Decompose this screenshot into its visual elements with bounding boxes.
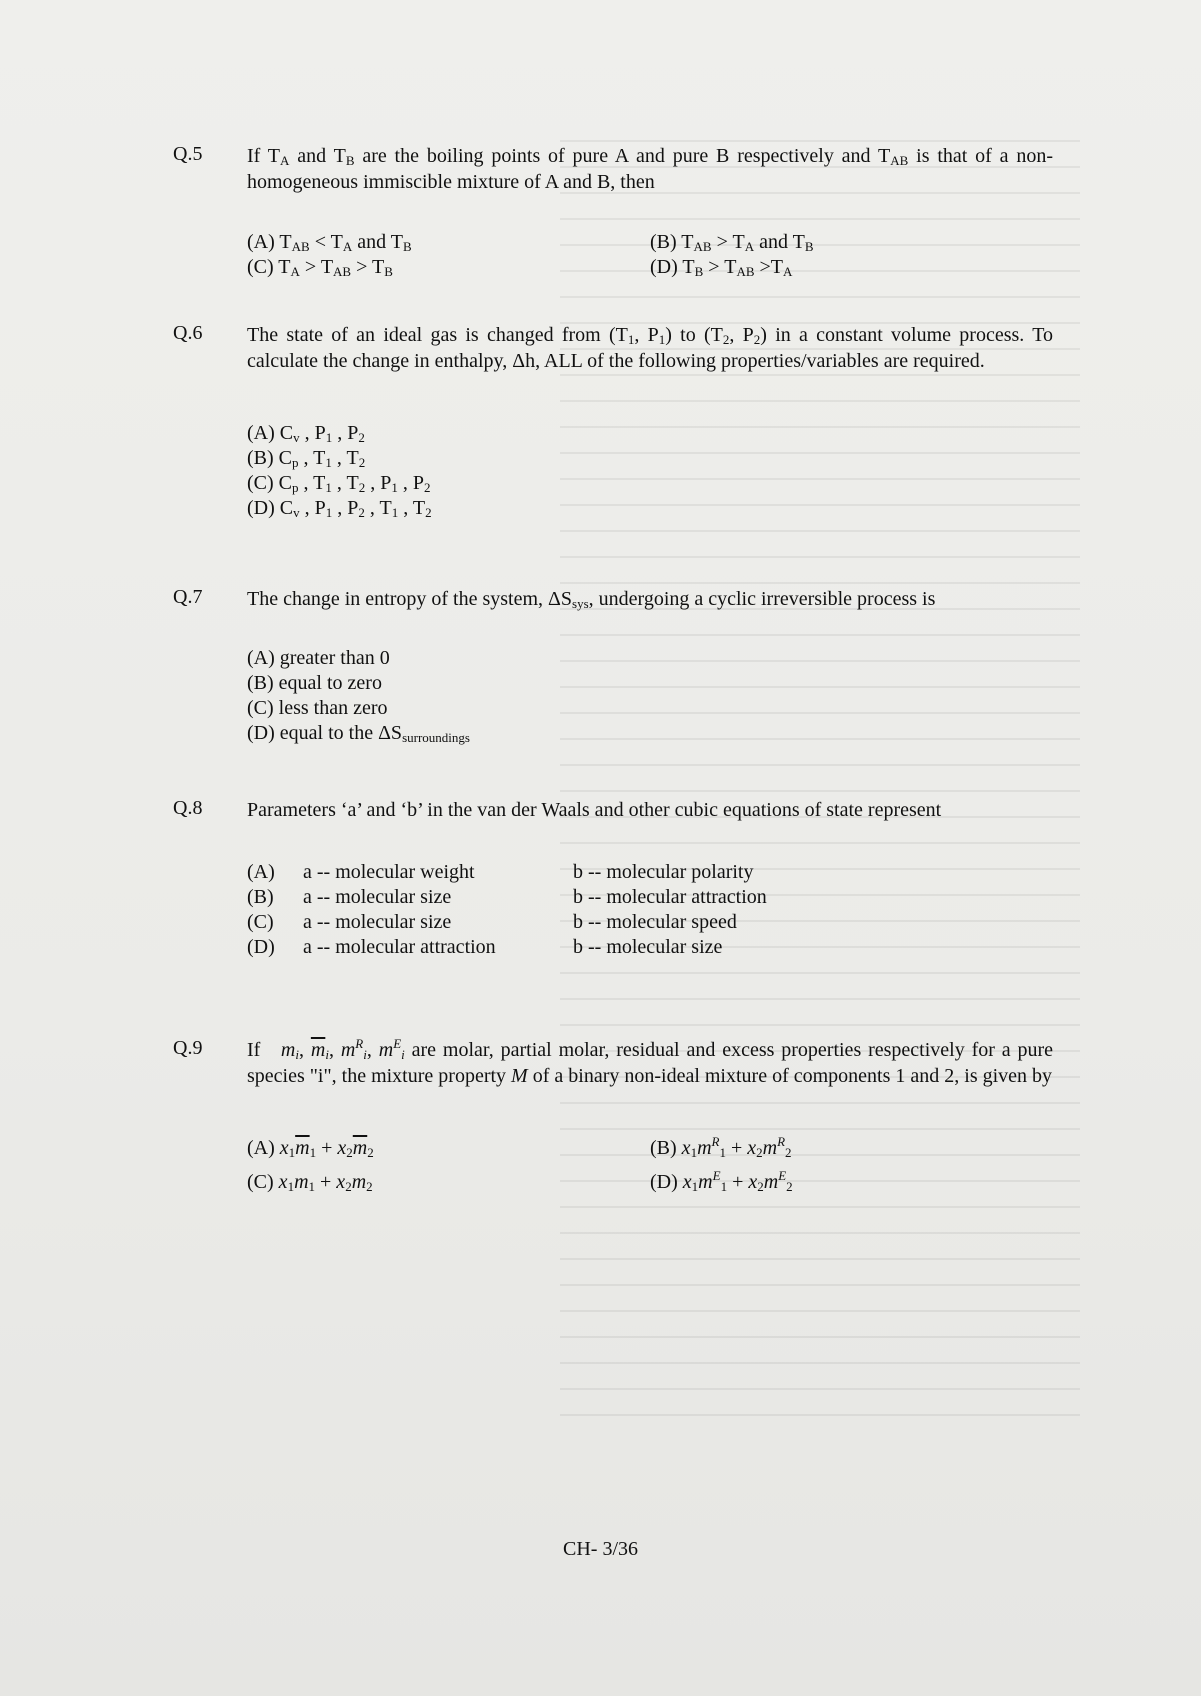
option-d: (D) $x_1m^E_1 + x_2m^E_2$ bbox=[650, 1168, 793, 1194]
question-number: Q.7 bbox=[173, 586, 203, 608]
option-c: (C) $x_1m_1 + x_2m_2$ bbox=[247, 1171, 373, 1194]
question-9 bbox=[173, 1037, 1053, 1199]
question-5 bbox=[173, 143, 1053, 280]
question-6 bbox=[173, 322, 1053, 521]
question-stem: If $T_A$ and $T_B$ are the boiling points of pure A and pure B respectively and $T_{AB}$ is that of a non-homogeneous immiscible mixture of A and B, then bbox=[247, 145, 1053, 193]
page-footer: CH- 3/36 bbox=[563, 1538, 638, 1560]
question-number: Q.6 bbox=[173, 322, 203, 344]
option-b: (B) equal to zero bbox=[247, 672, 382, 694]
question-stem: The state of an ideal gas is changed from ($T_1$, $P_1$) to ($T_2$, $P_2$) in a constant volume process. To calculate the change in enthalpy, Δh, ALL of the following properties/variables are required. bbox=[247, 324, 1054, 372]
option-c: (C) $C_p$ , $T_1$ , $T_2$ , $P_1$ , $P_2$ bbox=[247, 472, 431, 495]
question-stem: Parameters ‘a’ and ‘b’ in the van der Waals and other cubic equations of state represent bbox=[247, 799, 942, 821]
option-a: (A) $x_1\overline{m}_1 + x_2\overline{m}_2$ bbox=[247, 1137, 374, 1160]
option-c: (C) $T_A > T_{AB} > T_B$ bbox=[247, 256, 393, 279]
options bbox=[247, 1131, 1053, 1199]
option-a: (A) greater than 0 bbox=[247, 647, 390, 669]
question-8 bbox=[173, 797, 1053, 960]
option-c: (C) a -- molecular size b -- molecular speed bbox=[247, 911, 737, 933]
question-number: Q.5 bbox=[173, 143, 203, 165]
option-d: (D) $T_B > T_{AB} >T_A$ bbox=[650, 256, 793, 279]
options bbox=[247, 860, 1053, 960]
option-b: (B) a -- molecular size b -- molecular attraction bbox=[247, 886, 767, 908]
option-b: (B) $T_{AB} > T_A$ and $T_B$ bbox=[650, 231, 814, 254]
question-7 bbox=[173, 586, 1053, 746]
option-b: (B) $x_1m^R_1 + x_2m^R_2$ bbox=[650, 1134, 792, 1160]
option-d: (D) $C_v$ , $P_1$ , $P_2$ , $T_1$ , $T_2$ bbox=[247, 497, 432, 520]
option-a: (A) $C_v$ , $P_1$ , $P_2$ bbox=[247, 422, 365, 445]
option-d: (D) equal to the $\Delta S_{surroundings}$ bbox=[247, 722, 470, 745]
question-stem: The change in entropy of the system, $\Delta S_{sys}$, undergoing a cyclic irreversible process is bbox=[247, 588, 936, 611]
option-a: (A) a -- molecular weight b -- molecular polarity bbox=[247, 861, 754, 883]
option-a: (A) $T_{AB} < T_A$ and $T_B$ bbox=[247, 231, 412, 254]
question-number: Q.9 bbox=[173, 1037, 203, 1059]
question-number: Q.8 bbox=[173, 797, 203, 819]
options bbox=[247, 646, 1053, 746]
option-b: (B) $C_p$ , $T_1$ , $T_2$ bbox=[247, 447, 366, 470]
options bbox=[247, 230, 1053, 280]
question-stem: If $m_i$, $\overline{m}_i$, $m^R_i$, $m^E_i$ are molar, partial molar, residual and excess properties respectively for a pure species "i", the mixture property M of a binary non-ideal mixture of components 1 and 2, is given by bbox=[247, 1036, 1054, 1087]
options bbox=[247, 421, 1053, 521]
option-c: (C) less than zero bbox=[247, 697, 388, 719]
option-d: (D) a -- molecular attraction b -- molecular size bbox=[247, 936, 723, 958]
